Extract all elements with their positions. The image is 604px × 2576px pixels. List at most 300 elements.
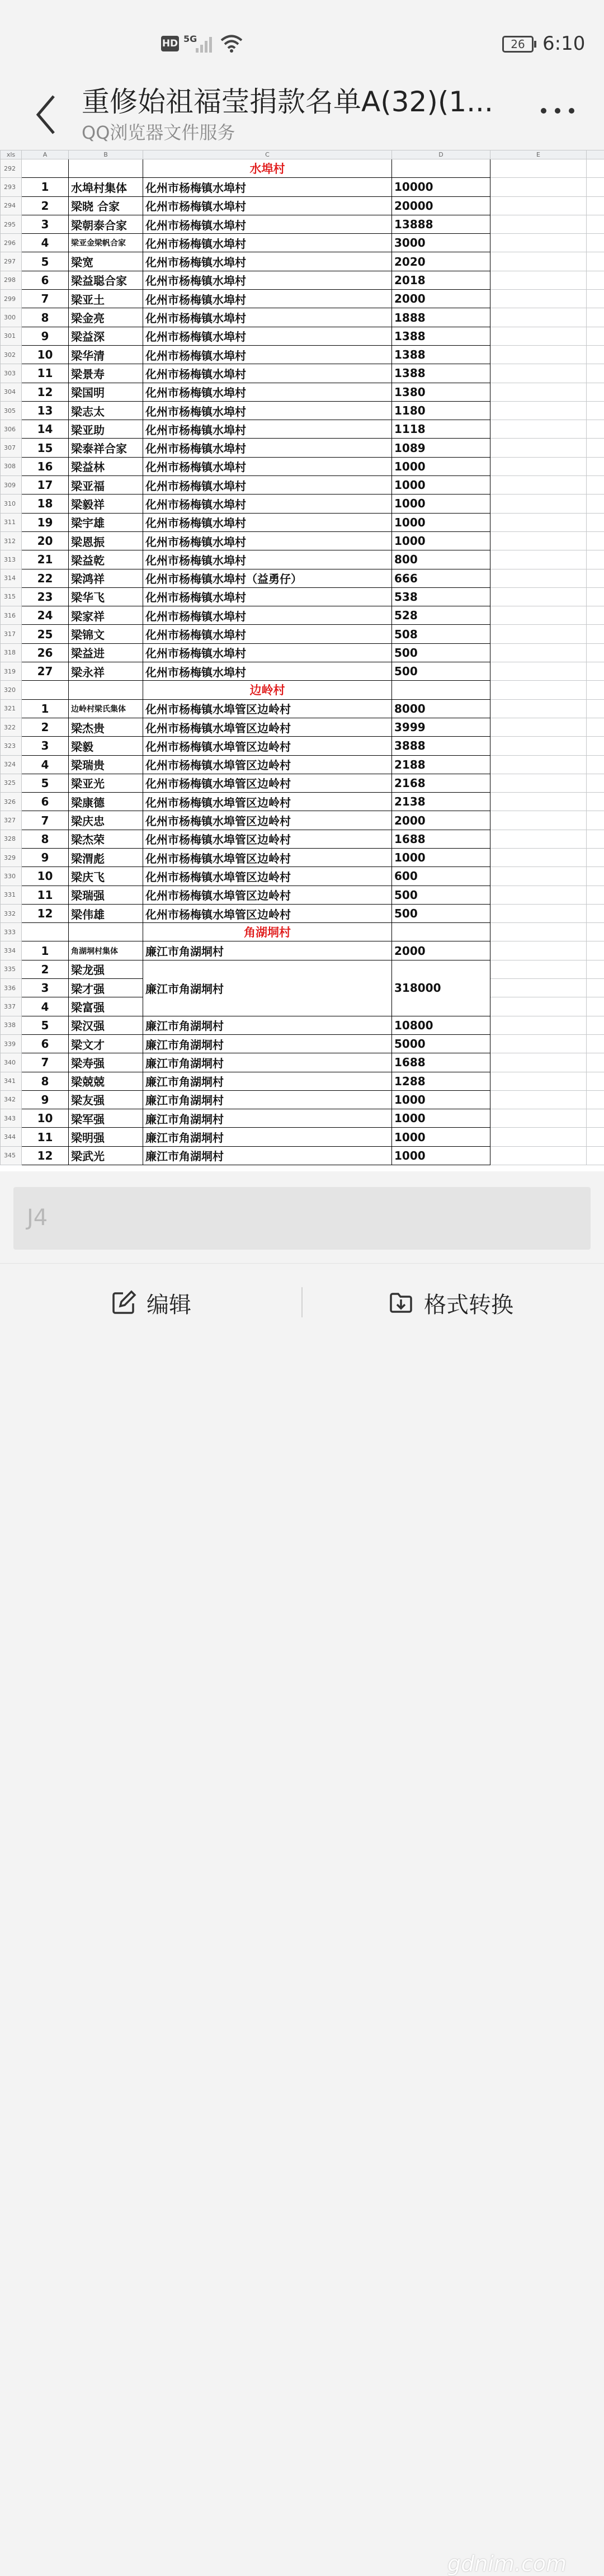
cell-amount[interactable]: 2168 xyxy=(392,774,490,792)
table-row[interactable] xyxy=(1,793,604,811)
format-convert-button[interactable] xyxy=(388,1286,513,1320)
cell-seq[interactable]: 17 xyxy=(22,476,69,495)
row-number[interactable]: 316 xyxy=(1,606,22,625)
cell-address[interactable]: 化州市杨梅镇水埠村 xyxy=(143,290,392,308)
row-number[interactable]: 303 xyxy=(1,364,22,383)
cell-f[interactable] xyxy=(587,662,604,681)
cell-amount[interactable]: 800 xyxy=(392,550,490,569)
cell-name[interactable]: 梁金亮 xyxy=(69,308,143,327)
row-number[interactable]: 323 xyxy=(1,737,22,755)
table-row[interactable] xyxy=(1,364,604,383)
cell-name[interactable]: 梁毅祥 xyxy=(69,495,143,513)
row-number[interactable]: 324 xyxy=(1,755,22,774)
cell-name[interactable]: 梁益深 xyxy=(69,327,143,345)
cell-f[interactable] xyxy=(587,793,604,811)
cell-address[interactable]: 化州市杨梅镇水埠村 xyxy=(143,215,392,233)
table-row[interactable] xyxy=(1,662,604,681)
cell-f[interactable] xyxy=(587,1016,604,1034)
table-row[interactable] xyxy=(1,1109,604,1128)
cell-name[interactable]: 梁庆忠 xyxy=(69,811,143,830)
cell-amount[interactable]: 1000 xyxy=(392,457,490,475)
cell-e[interactable] xyxy=(490,1128,587,1146)
cell-name[interactable]: 梁益进 xyxy=(69,643,143,662)
table-row[interactable] xyxy=(1,569,604,587)
cell-amount[interactable]: 500 xyxy=(392,643,490,662)
table-row[interactable] xyxy=(1,1016,604,1034)
cell-e[interactable] xyxy=(490,755,587,774)
cell-amount[interactable]: 1000 xyxy=(392,1109,490,1128)
table-row[interactable] xyxy=(1,476,604,495)
cell-f[interactable] xyxy=(587,979,604,997)
cell-amount[interactable]: 2000 xyxy=(392,811,490,830)
cell-d[interactable] xyxy=(392,159,490,178)
cell-amount[interactable]: 1388 xyxy=(392,364,490,383)
row-number[interactable]: 322 xyxy=(1,718,22,736)
sheet-grid[interactable] xyxy=(0,150,604,1165)
cell-amount[interactable]: 1180 xyxy=(392,401,490,420)
cell-seq[interactable]: 6 xyxy=(22,793,69,811)
cell-address[interactable]: 化州市杨梅镇水埠村 xyxy=(143,513,392,531)
cell-seq[interactable]: 25 xyxy=(22,625,69,643)
cell-amount[interactable]: 528 xyxy=(392,606,490,625)
cell-amount[interactable]: 2188 xyxy=(392,755,490,774)
row-number[interactable]: 338 xyxy=(1,1016,22,1034)
cell-name[interactable]: 梁景寿 xyxy=(69,364,143,383)
cell-f[interactable] xyxy=(587,159,604,178)
row-number[interactable]: 314 xyxy=(1,569,22,587)
cell-seq[interactable]: 5 xyxy=(22,252,69,271)
cell-name[interactable]: 梁亚光 xyxy=(69,774,143,792)
row-number[interactable]: 335 xyxy=(1,960,22,978)
cell-name[interactable]: 梁才强 xyxy=(69,979,143,997)
cell-f[interactable] xyxy=(587,848,604,866)
cell-name[interactable]: 梁永祥 xyxy=(69,662,143,681)
row-number[interactable]: 313 xyxy=(1,550,22,569)
cell-seq[interactable]: 7 xyxy=(22,290,69,308)
cell-f[interactable] xyxy=(587,1034,604,1053)
cell-e[interactable] xyxy=(490,550,587,569)
cell-seq[interactable]: 2 xyxy=(22,196,69,215)
cell-address[interactable]: 化州市杨梅镇水埠管区边岭村 xyxy=(143,774,392,792)
cell-f[interactable] xyxy=(587,625,604,643)
cell-seq[interactable]: 3 xyxy=(22,979,69,997)
cell-seq[interactable]: 10 xyxy=(22,1109,69,1128)
cell-amount[interactable]: 1288 xyxy=(392,1072,490,1090)
cell-e[interactable] xyxy=(490,345,587,364)
row-number[interactable]: 302 xyxy=(1,345,22,364)
cell-address[interactable]: 化州市杨梅镇水埠村 xyxy=(143,345,392,364)
row-number[interactable]: 306 xyxy=(1,420,22,439)
cell-seq[interactable]: 11 xyxy=(22,1128,69,1146)
cell-f[interactable] xyxy=(587,420,604,439)
cell-name[interactable]: 梁杰贵 xyxy=(69,718,143,736)
cell-amount[interactable]: 1388 xyxy=(392,345,490,364)
cell-e[interactable] xyxy=(490,886,587,904)
cell-seq[interactable]: 18 xyxy=(22,495,69,513)
cell-f[interactable] xyxy=(587,737,604,755)
cell-address[interactable]: 廉江市角湖垌村 xyxy=(143,960,392,1016)
cell-address[interactable]: 化州市杨梅镇水埠村 xyxy=(143,476,392,495)
cell-e[interactable] xyxy=(490,531,587,550)
cell-address[interactable]: 化州市杨梅镇水埠村 xyxy=(143,271,392,289)
cell-e[interactable] xyxy=(490,737,587,755)
row-number[interactable]: 292 xyxy=(1,159,22,178)
cell-amount[interactable]: 1000 xyxy=(392,1090,490,1109)
cell-amount[interactable]: 1000 xyxy=(392,495,490,513)
cell-name[interactable]: 梁武光 xyxy=(69,1146,143,1165)
column-header[interactable]: D xyxy=(392,150,490,159)
cell-amount[interactable]: 1000 xyxy=(392,531,490,550)
cell-e[interactable] xyxy=(490,215,587,233)
cell-amount[interactable]: 3000 xyxy=(392,234,490,252)
cell-f[interactable] xyxy=(587,550,604,569)
cell-seq[interactable]: 11 xyxy=(22,364,69,383)
table-row[interactable] xyxy=(1,1090,604,1109)
cell-e[interactable] xyxy=(490,625,587,643)
row-number[interactable]: 328 xyxy=(1,830,22,848)
cell-amount[interactable]: 1000 xyxy=(392,848,490,866)
cell-seq[interactable]: 15 xyxy=(22,439,69,457)
cell-e[interactable] xyxy=(490,681,587,699)
cell-e[interactable] xyxy=(490,159,587,178)
cell-f[interactable] xyxy=(587,234,604,252)
cell-seq[interactable]: 6 xyxy=(22,1034,69,1053)
cell-name[interactable]: 边岭村梁氏集体 xyxy=(69,699,143,718)
cell-e[interactable] xyxy=(490,1034,587,1053)
cell-address[interactable]: 廉江市角湖垌村 xyxy=(143,1090,392,1109)
row-number[interactable]: 337 xyxy=(1,997,22,1016)
row-number[interactable]: 300 xyxy=(1,308,22,327)
cell-f[interactable] xyxy=(587,904,604,922)
row-number[interactable]: 336 xyxy=(1,979,22,997)
cell-name[interactable]: 梁泰祥合家 xyxy=(69,439,143,457)
table-row[interactable] xyxy=(1,1128,604,1146)
cell-f[interactable] xyxy=(587,439,604,457)
table-row[interactable] xyxy=(1,755,604,774)
table-row[interactable] xyxy=(1,848,604,866)
cell-seq[interactable]: 1 xyxy=(22,941,69,960)
cell-b[interactable] xyxy=(69,159,143,178)
cell-f[interactable] xyxy=(587,923,604,941)
cell-e[interactable] xyxy=(490,606,587,625)
cell-seq[interactable]: 1 xyxy=(22,699,69,718)
row-number[interactable]: 332 xyxy=(1,904,22,922)
row-number[interactable]: 304 xyxy=(1,383,22,401)
row-number[interactable]: 334 xyxy=(1,941,22,960)
cell-address[interactable]: 化州市杨梅镇水埠管区边岭村 xyxy=(143,718,392,736)
table-row[interactable] xyxy=(1,531,604,550)
cell-f[interactable] xyxy=(587,345,604,364)
column-header[interactable]: B xyxy=(69,150,143,159)
cell-seq[interactable]: 8 xyxy=(22,1072,69,1090)
cell-f[interactable] xyxy=(587,811,604,830)
row-number[interactable]: 305 xyxy=(1,401,22,420)
cell-seq[interactable]: 8 xyxy=(22,308,69,327)
cell-f[interactable] xyxy=(587,495,604,513)
cell-seq[interactable]: 5 xyxy=(22,774,69,792)
cell-name[interactable]: 梁瑞贵 xyxy=(69,755,143,774)
cell-name[interactable]: 梁华清 xyxy=(69,345,143,364)
cell-seq[interactable]: 19 xyxy=(22,513,69,531)
cell-f[interactable] xyxy=(587,718,604,736)
cell-address[interactable]: 化州市杨梅镇水埠管区边岭村 xyxy=(143,886,392,904)
cell-address[interactable]: 化州市杨梅镇水埠村 xyxy=(143,401,392,420)
cell-f[interactable] xyxy=(587,1128,604,1146)
cell-f[interactable] xyxy=(587,383,604,401)
cell-amount[interactable]: 2000 xyxy=(392,941,490,960)
table-row[interactable] xyxy=(1,811,604,830)
cell-e[interactable] xyxy=(490,1053,587,1072)
cell-e[interactable] xyxy=(490,1072,587,1090)
cell-f[interactable] xyxy=(587,308,604,327)
cell-seq[interactable]: 23 xyxy=(22,587,69,606)
column-header[interactable]: C xyxy=(143,150,392,159)
table-row[interactable] xyxy=(1,867,604,886)
cell-seq[interactable]: 10 xyxy=(22,867,69,886)
cell-address[interactable]: 化州市杨梅镇水埠村 xyxy=(143,531,392,550)
cell-address[interactable]: 廉江市角湖垌村 xyxy=(143,1128,392,1146)
cell-name[interactable]: 梁恩振 xyxy=(69,531,143,550)
cell-name[interactable]: 梁汉强 xyxy=(69,1016,143,1034)
row-number[interactable]: 339 xyxy=(1,1034,22,1053)
table-row[interactable] xyxy=(1,401,604,420)
cell-e[interactable] xyxy=(490,793,587,811)
cell-seq[interactable]: 22 xyxy=(22,569,69,587)
cell-name[interactable]: 梁晓 合家 xyxy=(69,196,143,215)
cell-amount[interactable]: 1888 xyxy=(392,308,490,327)
row-number[interactable]: 319 xyxy=(1,662,22,681)
cell-d[interactable] xyxy=(392,923,490,941)
cell-seq[interactable]: 9 xyxy=(22,848,69,866)
table-row[interactable] xyxy=(1,513,604,531)
more-icon[interactable] xyxy=(538,100,577,122)
row-number[interactable]: 342 xyxy=(1,1090,22,1109)
cell-name[interactable]: 梁鸿祥 xyxy=(69,569,143,587)
cell-name[interactable]: 角湖垌村集体 xyxy=(69,941,143,960)
row-number[interactable]: 294 xyxy=(1,196,22,215)
cell-f[interactable] xyxy=(587,531,604,550)
cell-name[interactable]: 梁文才 xyxy=(69,1034,143,1053)
cell-name[interactable]: 梁亚金梁帆合家 xyxy=(69,234,143,252)
cell-f[interactable] xyxy=(587,252,604,271)
cell-address[interactable]: 化州市杨梅镇水埠村 xyxy=(143,495,392,513)
cell-e[interactable] xyxy=(490,439,587,457)
cell-f[interactable] xyxy=(587,1109,604,1128)
cell-e[interactable] xyxy=(490,234,587,252)
cell-address[interactable]: 化州市杨梅镇水埠村 xyxy=(143,383,392,401)
cell-address[interactable]: 化州市杨梅镇水埠村 xyxy=(143,439,392,457)
cell-address[interactable]: 化州市杨梅镇水埠管区边岭村 xyxy=(143,737,392,755)
cell-name[interactable]: 梁志太 xyxy=(69,401,143,420)
table-row[interactable] xyxy=(1,178,604,196)
cell-address[interactable]: 化州市杨梅镇水埠管区边岭村 xyxy=(143,830,392,848)
cell-name[interactable]: 水埠村集体 xyxy=(69,178,143,196)
cell-name[interactable]: 梁渭彪 xyxy=(69,848,143,866)
cell-amount[interactable]: 8000 xyxy=(392,699,490,718)
table-row[interactable] xyxy=(1,681,604,699)
cell-e[interactable] xyxy=(490,290,587,308)
cell-name[interactable]: 梁寿强 xyxy=(69,1053,143,1072)
cell-f[interactable] xyxy=(587,1072,604,1090)
cell-a[interactable] xyxy=(22,681,69,699)
cell-address[interactable]: 廉江市角湖垌村 xyxy=(143,1072,392,1090)
cell-e[interactable] xyxy=(490,941,587,960)
cell-e[interactable] xyxy=(490,476,587,495)
table-row[interactable] xyxy=(1,196,604,215)
cell-e[interactable] xyxy=(490,196,587,215)
row-number[interactable]: 296 xyxy=(1,234,22,252)
cell-address[interactable]: 化州市杨梅镇水埠管区边岭村 xyxy=(143,904,392,922)
table-row[interactable] xyxy=(1,737,604,755)
table-row[interactable] xyxy=(1,904,604,922)
cell-f[interactable] xyxy=(587,1053,604,1072)
cell-address[interactable]: 化州市杨梅镇水埠村 xyxy=(143,457,392,475)
cell-name[interactable]: 梁亚土 xyxy=(69,290,143,308)
row-number[interactable]: 309 xyxy=(1,476,22,495)
cell-amount[interactable]: 3888 xyxy=(392,737,490,755)
row-number[interactable]: 327 xyxy=(1,811,22,830)
cell-seq[interactable]: 9 xyxy=(22,1090,69,1109)
cell-f[interactable] xyxy=(587,513,604,531)
cell-seq[interactable]: 27 xyxy=(22,662,69,681)
row-number[interactable]: 295 xyxy=(1,215,22,233)
cell-amount[interactable]: 1388 xyxy=(392,327,490,345)
table-row[interactable] xyxy=(1,1034,604,1053)
cell-b[interactable] xyxy=(69,923,143,941)
cell-name[interactable]: 梁宽 xyxy=(69,252,143,271)
cell-seq[interactable]: 20 xyxy=(22,531,69,550)
spreadsheet[interactable] xyxy=(0,150,604,1171)
cell-e[interactable] xyxy=(490,252,587,271)
cell-amount[interactable]: 13888 xyxy=(392,215,490,233)
cell-f[interactable] xyxy=(587,941,604,960)
cell-address[interactable]: 化州市杨梅镇水埠村 xyxy=(143,308,392,327)
edit-button[interactable] xyxy=(111,1286,191,1320)
cell-f[interactable] xyxy=(587,476,604,495)
cell-amount[interactable]: 1089 xyxy=(392,439,490,457)
cell-e[interactable] xyxy=(490,569,587,587)
cell-d[interactable] xyxy=(392,681,490,699)
cell-e[interactable] xyxy=(490,364,587,383)
table-row[interactable] xyxy=(1,271,604,289)
cell-address[interactable]: 廉江市角湖垌村 xyxy=(143,1146,392,1165)
section-title[interactable]: 边岭村 xyxy=(143,681,392,699)
cell-seq[interactable]: 9 xyxy=(22,327,69,345)
cell-address[interactable]: 化州市杨梅镇水埠村 xyxy=(143,643,392,662)
cell-f[interactable] xyxy=(587,457,604,475)
back-icon[interactable] xyxy=(31,90,65,140)
cell-e[interactable] xyxy=(490,867,587,886)
cell-address[interactable]: 化州市杨梅镇水埠村（益勇仔） xyxy=(143,569,392,587)
cell-amount[interactable]: 508 xyxy=(392,625,490,643)
cell-seq[interactable]: 8 xyxy=(22,830,69,848)
row-number[interactable]: 321 xyxy=(1,699,22,718)
cell-seq[interactable]: 12 xyxy=(22,383,69,401)
cell-seq[interactable]: 2 xyxy=(22,718,69,736)
cell-amount[interactable]: 500 xyxy=(392,662,490,681)
cell-e[interactable] xyxy=(490,271,587,289)
cell-amount[interactable]: 1118 xyxy=(392,420,490,439)
table-row[interactable] xyxy=(1,960,604,978)
cell-f[interactable] xyxy=(587,681,604,699)
row-number[interactable]: 325 xyxy=(1,774,22,792)
row-number[interactable]: 345 xyxy=(1,1146,22,1165)
cell-f[interactable] xyxy=(587,1146,604,1165)
cell-address[interactable]: 廉江市角湖垌村 xyxy=(143,1053,392,1072)
cell-name[interactable]: 梁华飞 xyxy=(69,587,143,606)
cell-address[interactable]: 化州市杨梅镇水埠村 xyxy=(143,587,392,606)
cell-f[interactable] xyxy=(587,643,604,662)
cell-amount[interactable]: 318000 xyxy=(392,960,490,1016)
cell-seq[interactable]: 16 xyxy=(22,457,69,475)
cell-address[interactable]: 化州市杨梅镇水埠村 xyxy=(143,662,392,681)
table-row[interactable] xyxy=(1,383,604,401)
row-number[interactable]: 333 xyxy=(1,923,22,941)
cell-seq[interactable]: 14 xyxy=(22,420,69,439)
section-title[interactable]: 水埠村 xyxy=(143,159,392,178)
cell-name[interactable]: 梁益林 xyxy=(69,457,143,475)
cell-amount[interactable]: 2018 xyxy=(392,271,490,289)
cell-e[interactable] xyxy=(490,495,587,513)
cell-f[interactable] xyxy=(587,699,604,718)
cell-f[interactable] xyxy=(587,196,604,215)
cell-address[interactable]: 化州市杨梅镇水埠管区边岭村 xyxy=(143,793,392,811)
cell-name[interactable]: 梁明强 xyxy=(69,1128,143,1146)
cell-seq[interactable]: 4 xyxy=(22,755,69,774)
cell-b[interactable] xyxy=(69,681,143,699)
cell-e[interactable] xyxy=(490,830,587,848)
cell-f[interactable] xyxy=(587,1090,604,1109)
cell-f[interactable] xyxy=(587,587,604,606)
cell-f[interactable] xyxy=(587,867,604,886)
table-row[interactable] xyxy=(1,718,604,736)
cell-amount[interactable]: 3999 xyxy=(392,718,490,736)
cell-name[interactable]: 梁富强 xyxy=(69,997,143,1016)
cell-name[interactable]: 梁宇雄 xyxy=(69,513,143,531)
cell-name[interactable]: 梁家祥 xyxy=(69,606,143,625)
cell-name[interactable]: 梁锦文 xyxy=(69,625,143,643)
table-row[interactable] xyxy=(1,587,604,606)
cell-name[interactable]: 梁国明 xyxy=(69,383,143,401)
row-number[interactable]: 311 xyxy=(1,513,22,531)
cell-address[interactable]: 化州市杨梅镇水埠村 xyxy=(143,364,392,383)
cell-amount[interactable]: 10000 xyxy=(392,178,490,196)
cell-address[interactable]: 化州市杨梅镇水埠村 xyxy=(143,606,392,625)
cell-amount[interactable]: 1000 xyxy=(392,1146,490,1165)
table-row[interactable] xyxy=(1,643,604,662)
cell-e[interactable] xyxy=(490,1016,587,1034)
row-number[interactable]: 343 xyxy=(1,1109,22,1128)
cell-amount[interactable]: 20000 xyxy=(392,196,490,215)
cell-name[interactable]: 梁龙强 xyxy=(69,960,143,978)
row-number[interactable]: 299 xyxy=(1,290,22,308)
cell-e[interactable] xyxy=(490,383,587,401)
table-row[interactable] xyxy=(1,327,604,345)
cell-seq[interactable]: 1 xyxy=(22,178,69,196)
column-header[interactable] xyxy=(587,150,604,159)
cell-seq[interactable]: 24 xyxy=(22,606,69,625)
section-title[interactable]: 角湖垌村 xyxy=(143,923,392,941)
row-number[interactable]: 315 xyxy=(1,587,22,606)
table-row[interactable] xyxy=(1,234,604,252)
cell-seq[interactable]: 13 xyxy=(22,401,69,420)
cell-amount[interactable]: 1380 xyxy=(392,383,490,401)
table-row[interactable] xyxy=(1,699,604,718)
column-header[interactable]: A xyxy=(22,150,69,159)
cell-e[interactable] xyxy=(490,960,587,978)
cell-f[interactable] xyxy=(587,997,604,1016)
table-row[interactable] xyxy=(1,420,604,439)
